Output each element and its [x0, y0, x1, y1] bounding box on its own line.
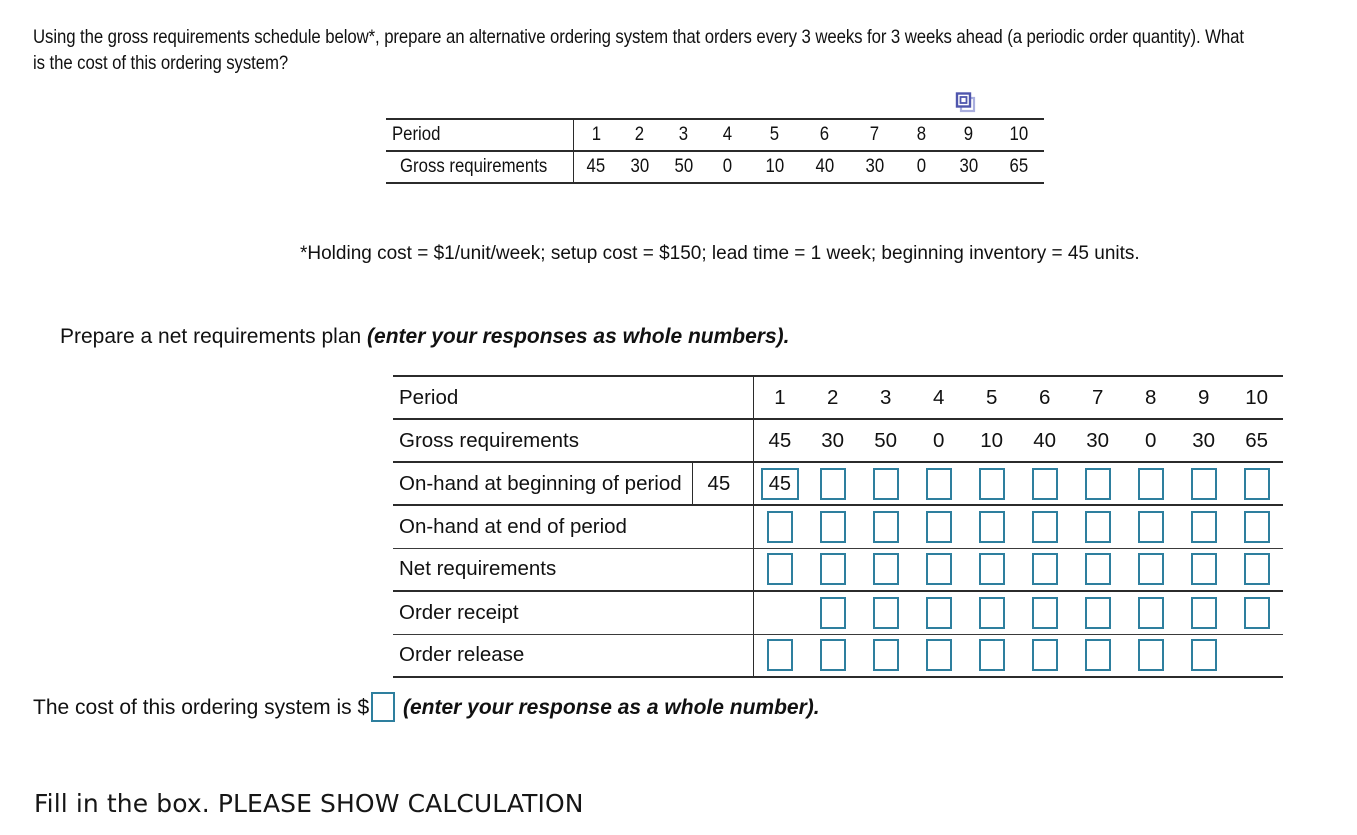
plan-cell-5-9[interactable] — [1177, 591, 1230, 634]
plan-cell-5-3[interactable] — [859, 591, 912, 634]
plan-cell-1-1: 45 — [753, 419, 806, 462]
plan-input-3-8[interactable] — [1138, 511, 1164, 543]
plan-input-3-2[interactable] — [820, 511, 846, 543]
plan-input-2-5[interactable] — [979, 468, 1005, 500]
table-row — [393, 548, 1283, 591]
plan-seed-blank — [692, 376, 745, 419]
prepare-plan-instruction — [60, 325, 789, 349]
plan-period-header-10: 10 — [1230, 376, 1283, 419]
plan-input-3-6[interactable] — [1032, 511, 1058, 543]
given-gross-2: 30 — [618, 151, 662, 183]
given-gross-10: 65 — [994, 151, 1044, 183]
plan-seed-value: 45 — [692, 462, 745, 505]
given-row-label-gross: Gross requirements — [386, 151, 574, 183]
given-gross-6: 40 — [800, 151, 850, 183]
given-period-7: 7 — [850, 119, 900, 151]
given-gross-9: 30 — [944, 151, 994, 183]
plan-cell-6-10 — [1230, 634, 1283, 677]
plan-input-5-4[interactable] — [926, 597, 952, 629]
plan-row-label-gross-requirements: Gross requirements — [393, 419, 692, 462]
plan-cell-2-10[interactable] — [1230, 462, 1283, 505]
cost-assumptions-footnote: *Holding cost = $1/unit/week; setup cost = $150; lead time = 1 week; beginning inventory = 45 units. — [300, 243, 1140, 264]
plan-cell-6-2[interactable] — [806, 634, 859, 677]
plan-cell-4-4[interactable] — [912, 548, 965, 591]
given-period-9: 9 — [944, 119, 994, 151]
plan-cell-1-9: 30 — [1177, 419, 1230, 462]
plan-period-header-5: 5 — [965, 376, 1018, 419]
plan-cell-1-3: 50 — [859, 419, 912, 462]
plan-column-divider — [745, 548, 753, 591]
plan-cell-5-6[interactable] — [1018, 591, 1071, 634]
plan-cell-1-7: 30 — [1071, 419, 1124, 462]
plan-input-6-4[interactable] — [926, 639, 952, 671]
plan-input-2-3[interactable] — [873, 468, 899, 500]
plan-cell-6-6[interactable] — [1018, 634, 1071, 677]
plan-cell-5-1 — [753, 591, 806, 634]
problem-statement — [33, 24, 1343, 76]
given-period-2: 2 — [618, 119, 662, 151]
plan-column-divider — [745, 376, 753, 419]
plan-input-4-7[interactable] — [1085, 553, 1111, 585]
plan-period-header-6: 6 — [1018, 376, 1071, 419]
plan-input-4-1[interactable] — [767, 553, 793, 585]
plan-cell-4-2[interactable] — [806, 548, 859, 591]
plan-input-4-4[interactable] — [926, 553, 952, 585]
table-row — [393, 591, 1283, 634]
plan-input-3-7[interactable] — [1085, 511, 1111, 543]
plan-seed-blank — [692, 505, 745, 548]
prepare-plan-italic: (enter your responses as whole numbers). — [367, 325, 790, 348]
plan-cell-4-1[interactable] — [753, 548, 806, 591]
plan-cell-1-2: 30 — [806, 419, 859, 462]
given-requirements-table — [386, 118, 1044, 184]
plan-cell-3-6[interactable] — [1018, 505, 1071, 548]
given-gross-1: 45 — [574, 151, 618, 183]
plan-input-3-3[interactable] — [873, 511, 899, 543]
plan-input-4-8[interactable] — [1138, 553, 1164, 585]
given-gross-3: 50 — [662, 151, 706, 183]
plan-cell-2-1[interactable] — [753, 462, 806, 505]
given-period-1: 1 — [574, 119, 618, 151]
plan-input-4-2[interactable] — [820, 553, 846, 585]
plan-cell-2-9[interactable] — [1177, 462, 1230, 505]
plan-cell-6-9[interactable] — [1177, 634, 1230, 677]
plan-row-label-order-release: Order release — [393, 634, 692, 677]
plan-input-2-1[interactable]: 45 — [761, 468, 799, 500]
plan-cell-2-8[interactable] — [1124, 462, 1177, 505]
given-period-6: 6 — [800, 119, 850, 151]
problem-statement-line-1: Using the gross requirements schedule below*, prepare an alternative ordering system that orders every 3 weeks for 3 weeks ahead (a periodic order quantity). What — [33, 26, 1244, 48]
net-requirements-plan-table — [393, 375, 1283, 678]
plan-input-2-10[interactable] — [1244, 468, 1270, 500]
cost-answer-input[interactable] — [371, 692, 395, 722]
plan-input-5-10[interactable] — [1244, 597, 1270, 629]
given-period-4: 4 — [706, 119, 750, 151]
plan-input-6-3[interactable] — [873, 639, 899, 671]
given-period-5: 5 — [750, 119, 800, 151]
given-gross-4: 0 — [706, 151, 750, 183]
plan-cell-4-5[interactable] — [965, 548, 1018, 591]
plan-cell-3-5[interactable] — [965, 505, 1018, 548]
plan-cell-1-6: 40 — [1018, 419, 1071, 462]
plan-input-2-6[interactable] — [1032, 468, 1058, 500]
user-note: Fill in the box. PLEASE SHOW CALCULATION — [34, 789, 584, 818]
plan-cell-1-8: 0 — [1124, 419, 1177, 462]
plan-input-2-7[interactable] — [1085, 468, 1111, 500]
plan-input-4-5[interactable] — [979, 553, 1005, 585]
plan-input-6-2[interactable] — [820, 639, 846, 671]
plan-column-divider — [745, 419, 753, 462]
cost-answer-line — [33, 693, 820, 723]
plan-input-5-7[interactable] — [1085, 597, 1111, 629]
plan-input-4-10[interactable] — [1244, 553, 1270, 585]
plan-cell-3-3[interactable] — [859, 505, 912, 548]
plan-input-4-3[interactable] — [873, 553, 899, 585]
plan-column-divider — [745, 462, 753, 505]
plan-cell-4-7[interactable] — [1071, 548, 1124, 591]
plan-cell-2-2[interactable] — [806, 462, 859, 505]
plan-input-3-9[interactable] — [1191, 511, 1217, 543]
plan-cell-5-7[interactable] — [1071, 591, 1124, 634]
plan-cell-6-4[interactable] — [912, 634, 965, 677]
plan-cell-5-5[interactable] — [965, 591, 1018, 634]
table-row — [393, 419, 1283, 462]
plan-row-label-on-hand-at-beginning-of-period: On-hand at beginning of period — [393, 462, 692, 505]
plan-input-6-5[interactable] — [979, 639, 1005, 671]
plan-input-5-3[interactable] — [873, 597, 899, 629]
plan-cell-2-3[interactable] — [859, 462, 912, 505]
given-period-10: 10 — [994, 119, 1044, 151]
plan-seed-blank — [692, 419, 745, 462]
prepare-plan-text: Prepare a net requirements plan — [60, 325, 368, 348]
plan-input-3-1[interactable] — [767, 511, 793, 543]
plan-period-header-3: 3 — [859, 376, 912, 419]
plan-column-divider — [745, 591, 753, 634]
given-period-3: 3 — [662, 119, 706, 151]
plan-cell-6-5[interactable] — [965, 634, 1018, 677]
plan-input-4-9[interactable] — [1191, 553, 1217, 585]
plan-cell-4-9[interactable] — [1177, 548, 1230, 591]
plan-input-3-5[interactable] — [979, 511, 1005, 543]
plan-row-label-net-requirements: Net requirements — [393, 548, 692, 591]
plan-cell-4-8[interactable] — [1124, 548, 1177, 591]
plan-row-label-on-hand-at-end-of-period: On-hand at end of period — [393, 505, 692, 548]
plan-input-6-7[interactable] — [1085, 639, 1111, 671]
plan-input-4-6[interactable] — [1032, 553, 1058, 585]
plan-period-header-1: 1 — [753, 376, 806, 419]
plan-cell-4-3[interactable] — [859, 548, 912, 591]
plan-input-6-6[interactable] — [1032, 639, 1058, 671]
plan-input-2-4[interactable] — [926, 468, 952, 500]
plan-cell-3-2[interactable] — [806, 505, 859, 548]
plan-input-5-5[interactable] — [979, 597, 1005, 629]
given-gross-7: 30 — [850, 151, 900, 183]
plan-cell-1-10: 65 — [1230, 419, 1283, 462]
plan-cell-5-2[interactable] — [806, 591, 859, 634]
table-row-period-header — [393, 376, 1283, 419]
plan-input-2-2[interactable] — [820, 468, 846, 500]
plan-cell-6-3[interactable] — [859, 634, 912, 677]
plan-input-6-1[interactable] — [767, 639, 793, 671]
table-row-gross-requirements — [386, 151, 1044, 183]
plan-cell-2-4[interactable] — [912, 462, 965, 505]
plan-seed-blank — [692, 634, 745, 677]
copy-icon[interactable] — [955, 92, 977, 114]
given-row-label-period: Period — [386, 119, 574, 151]
plan-input-3-10[interactable] — [1244, 511, 1270, 543]
plan-input-6-9[interactable] — [1191, 639, 1217, 671]
given-gross-8: 0 — [900, 151, 944, 183]
plan-row-label-order-receipt: Order receipt — [393, 591, 692, 634]
plan-cell-5-8[interactable] — [1124, 591, 1177, 634]
plan-seed-blank — [692, 548, 745, 591]
plan-cell-6-1[interactable] — [753, 634, 806, 677]
plan-input-6-8[interactable] — [1138, 639, 1164, 671]
plan-cell-5-10[interactable] — [1230, 591, 1283, 634]
table-row — [393, 634, 1283, 677]
plan-cell-3-1[interactable] — [753, 505, 806, 548]
problem-statement-line-2: is the cost of this ordering system? — [33, 52, 289, 74]
cost-answer-suffix: (enter your response as a whole number). — [402, 695, 820, 719]
plan-column-divider — [745, 505, 753, 548]
plan-cell-2-5[interactable] — [965, 462, 1018, 505]
given-period-8: 8 — [900, 119, 944, 151]
plan-cell-3-9[interactable] — [1177, 505, 1230, 548]
plan-period-header-9: 9 — [1177, 376, 1230, 419]
plan-cell-3-10[interactable] — [1230, 505, 1283, 548]
cost-answer-prefix: The cost of this ordering system is $ — [33, 695, 370, 719]
plan-cell-1-4: 0 — [912, 419, 965, 462]
plan-cell-4-6[interactable] — [1018, 548, 1071, 591]
plan-input-5-2[interactable] — [820, 597, 846, 629]
plan-period-header-2: 2 — [806, 376, 859, 419]
plan-column-divider — [745, 634, 753, 677]
plan-seed-blank — [692, 591, 745, 634]
plan-period-header-7: 7 — [1071, 376, 1124, 419]
plan-cell-6-8[interactable] — [1124, 634, 1177, 677]
plan-cell-4-10[interactable] — [1230, 548, 1283, 591]
plan-input-2-8[interactable] — [1138, 468, 1164, 500]
plan-input-5-6[interactable] — [1032, 597, 1058, 629]
table-row — [393, 462, 1283, 505]
plan-cell-2-7[interactable] — [1071, 462, 1124, 505]
plan-cell-5-4[interactable] — [912, 591, 965, 634]
table-row-period — [386, 119, 1044, 151]
plan-input-2-9[interactable] — [1191, 468, 1217, 500]
table-row — [393, 505, 1283, 548]
plan-row-label-period: Period — [393, 376, 692, 419]
plan-cell-6-7[interactable] — [1071, 634, 1124, 677]
plan-cell-2-6[interactable] — [1018, 462, 1071, 505]
plan-cell-1-5: 10 — [965, 419, 1018, 462]
plan-period-header-8: 8 — [1124, 376, 1177, 419]
plan-period-header-4: 4 — [912, 376, 965, 419]
plan-cell-3-7[interactable] — [1071, 505, 1124, 548]
plan-input-5-9[interactable] — [1191, 597, 1217, 629]
plan-cell-3-4[interactable] — [912, 505, 965, 548]
plan-cell-3-8[interactable] — [1124, 505, 1177, 548]
plan-input-3-4[interactable] — [926, 511, 952, 543]
plan-input-5-8[interactable] — [1138, 597, 1164, 629]
given-gross-5: 10 — [750, 151, 800, 183]
